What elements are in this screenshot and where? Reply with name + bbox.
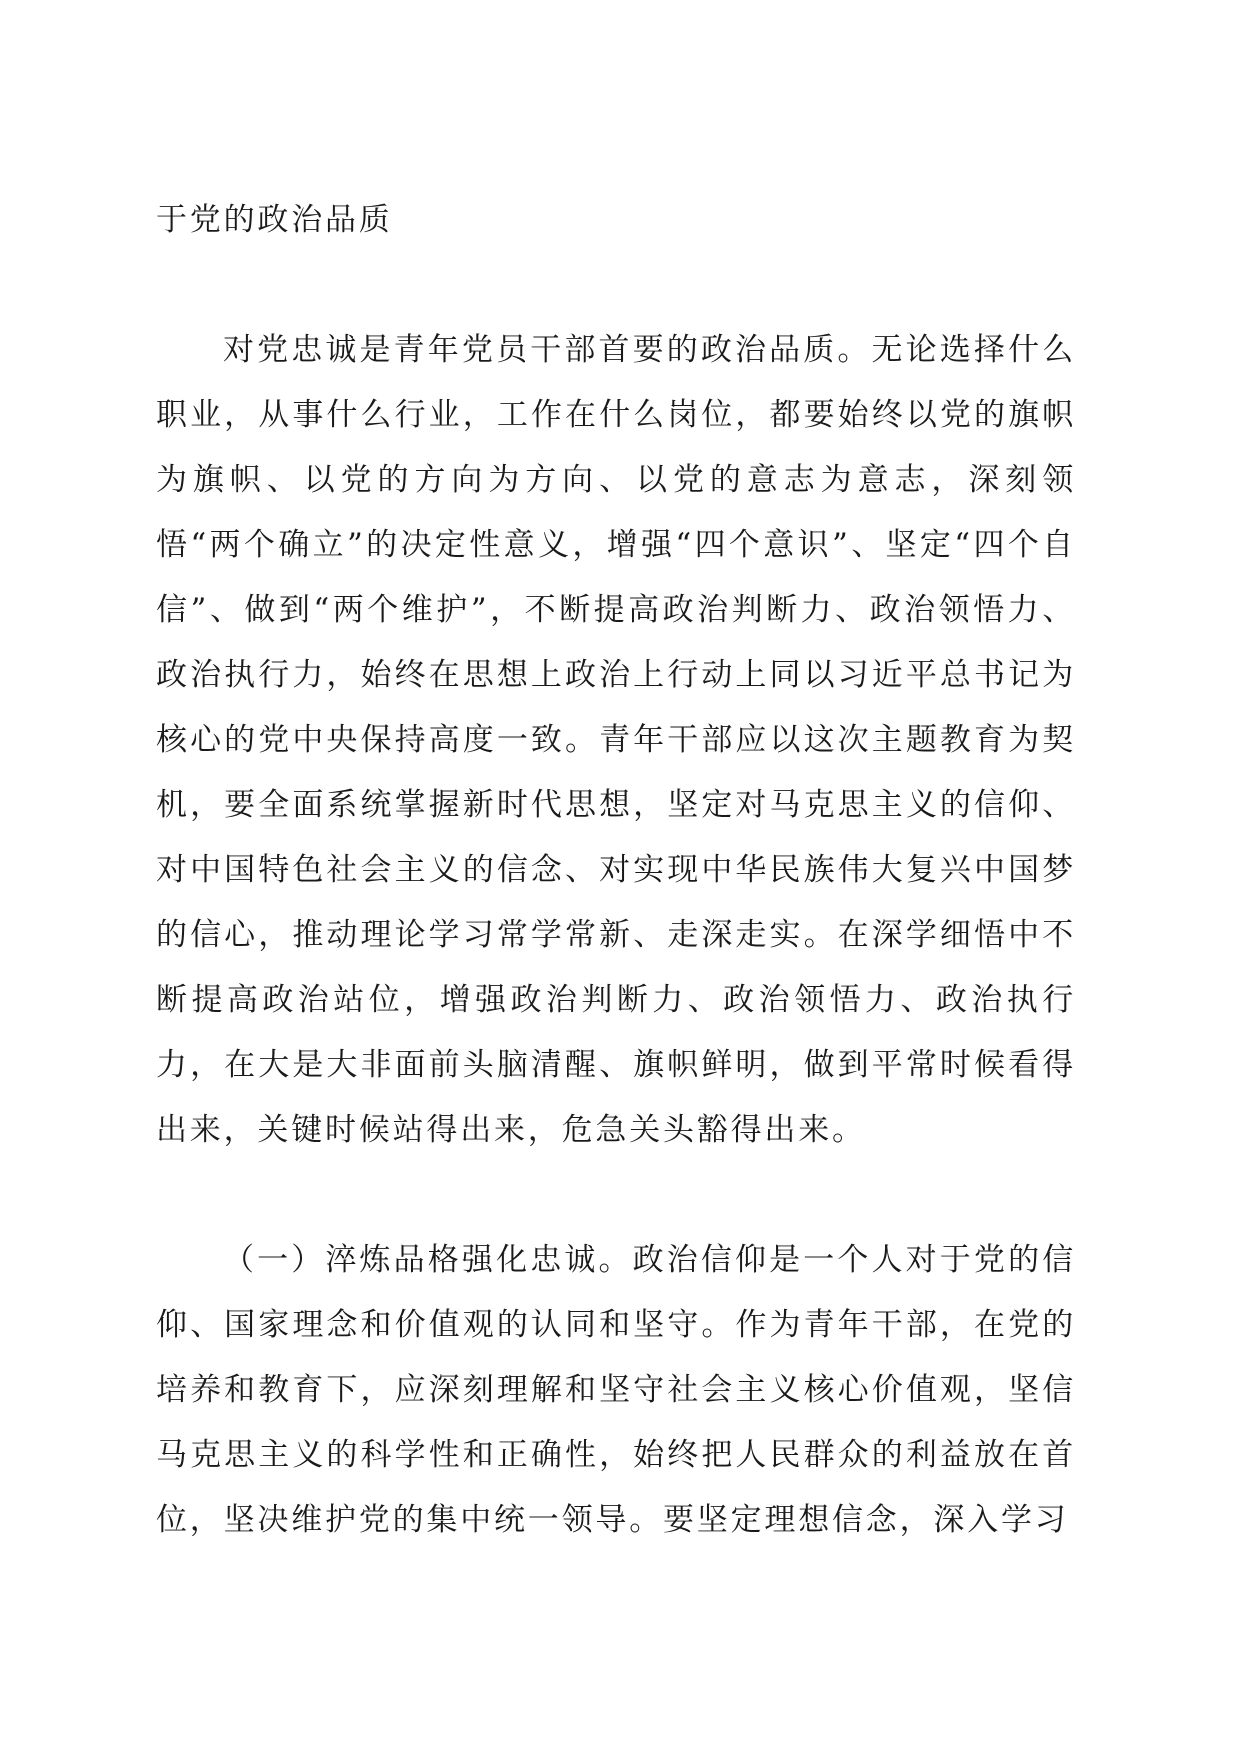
paragraph-section-one: （一）淬炼品格强化忠诚。政治信仰是一个人对于党的信仰、国家理念和价值观的认同和坚守。作为青年干部，在党的培养和教育下，应深刻理解和坚守社会主义核心价值观，坚信马克思主义的科学性和正确性，始终把人民群众的利益放在首位，坚决维护党的集中统一领导。要坚定理想信念，深入学习: [156, 1242, 1076, 1538]
paragraph-loyalty: 对党忠诚是青年党员干部首要的政治品质。无论选择什么职业，从事什么行业，工作在什么岗位，都要始终以党的旗帜为旗帜、以党的方向为方向、以党的意志为意志，深刻领悟“两个确立”的决定性意义，增强“四个意识”、坚定“四个自信”、做到“两个维护”，不断提高政治判断力、政治领悟力、政治执行力，始终在思想上政治上行动上同以习近平总书记为核心的党中央保持高度一致。青年干部应以这次主题教育为契机，要全面系统掌握新时代思想，坚定对马克思主义的信仰、对中国特色社会主义的信念、对实现中华民族伟大复兴中国梦的信心，推动理论学习常学常新、走深走实。在深学细悟中不断提高政治站位，增强政治判断力、政治领悟力、政治执行力，在大是大非面前头脑清醒、旗帜鲜明，做到平常时候看得出来，关键时候站得出来，危急关头豁得出来。: [156, 332, 1076, 1148]
document-body: [156, 188, 1076, 1553]
heading-fragment: 于党的政治品质: [156, 202, 393, 238]
paragraph-gap: [156, 253, 1076, 318]
paragraph-gap: [156, 1163, 1076, 1228]
